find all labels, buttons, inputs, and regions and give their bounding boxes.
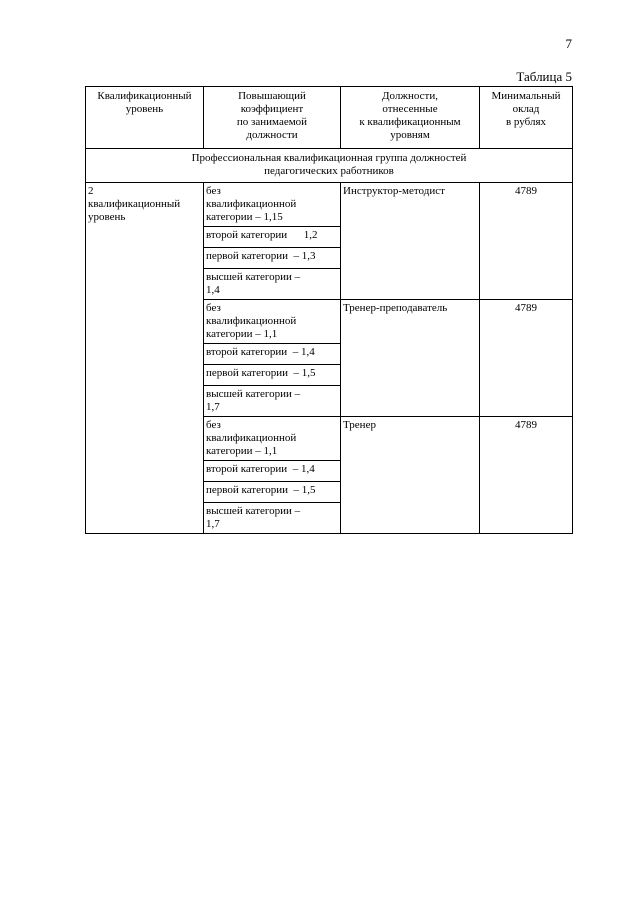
coefficient-cell: второй категории 1,2 xyxy=(204,227,341,248)
salary-cell: 4789 xyxy=(480,300,573,417)
group-title: Профессиональная квалификационная группа должностей педагогических работников xyxy=(86,149,573,183)
header-min-salary: Минимальный оклад в рублях xyxy=(480,87,573,149)
coefficient-cell: без квалификационной категории – 1,15 xyxy=(204,183,341,227)
coefficient-cell: второй категории – 1,4 xyxy=(204,344,341,365)
header-positions: Должности, отнесенные к квалификационным уровням xyxy=(341,87,480,149)
header-qualification-level: Квалификационный уровень xyxy=(86,87,204,149)
salary-cell: 4789 xyxy=(480,183,573,300)
salary-table xyxy=(85,86,573,534)
coefficient-cell: высшей категории – 1,7 xyxy=(204,503,341,534)
qualification-level-cell: 2 квалификационный уровень xyxy=(86,183,204,534)
position-name-cell: Тренер-преподаватель xyxy=(341,300,480,417)
table-row xyxy=(86,183,573,227)
position-name-cell: Тренер xyxy=(341,417,480,534)
coefficient-cell: первой категории – 1,5 xyxy=(204,482,341,503)
page-number: 7 xyxy=(565,36,572,51)
coefficient-cell: высшей категории – 1,4 xyxy=(204,269,341,300)
table-header-row xyxy=(86,87,573,149)
salary-cell: 4789 xyxy=(480,417,573,534)
coefficient-cell: высшей категории – 1,7 xyxy=(204,386,341,417)
coefficient-cell: без квалификационной категории – 1,1 xyxy=(204,300,341,344)
coefficient-cell: без квалификационной категории – 1,1 xyxy=(204,417,341,461)
position-name-cell: Инструктор-методист xyxy=(341,183,480,300)
header-coefficient: Повышающий коэффициент по занимаемой должности xyxy=(204,87,341,149)
table-caption: Таблица 5 xyxy=(516,69,572,84)
coefficient-cell: первой категории – 1,3 xyxy=(204,248,341,269)
group-row xyxy=(86,149,573,183)
coefficient-cell: второй категории – 1,4 xyxy=(204,461,341,482)
coefficient-cell: первой категории – 1,5 xyxy=(204,365,341,386)
